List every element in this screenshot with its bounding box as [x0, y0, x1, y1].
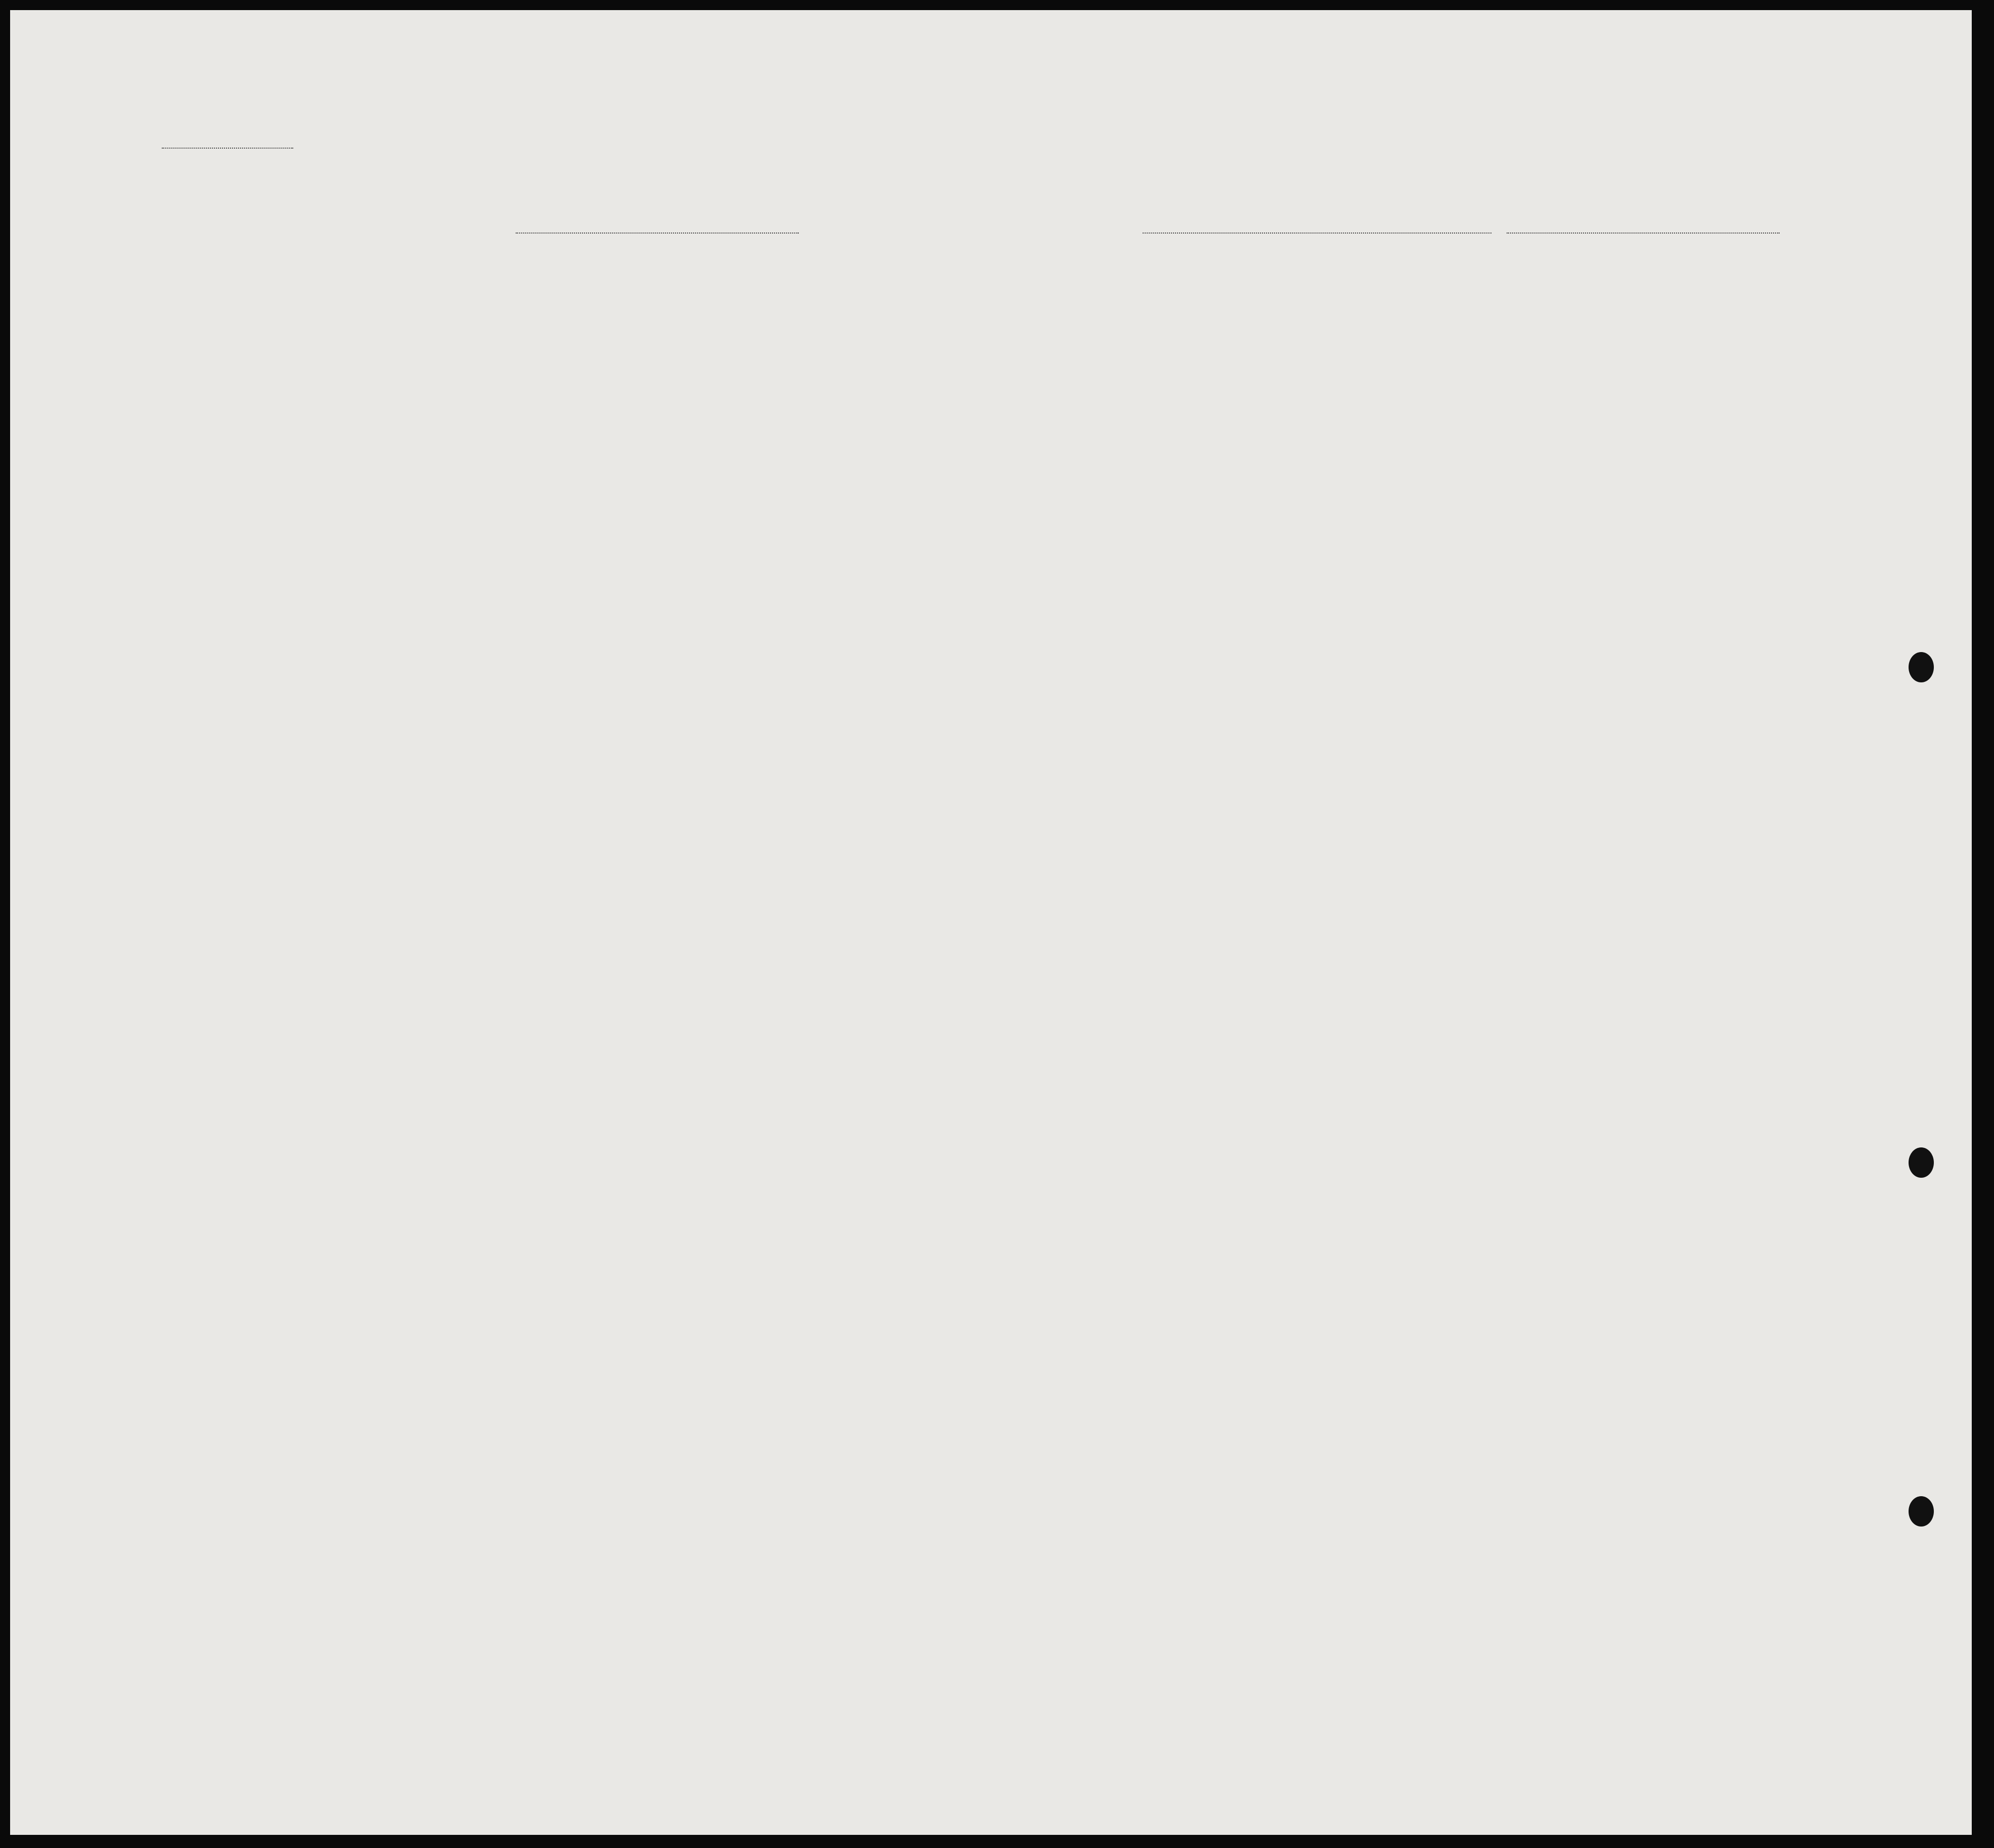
manifest-sheet — [10, 10, 1972, 1835]
punch-hole — [1909, 1496, 1934, 1527]
punch-hole — [1909, 1147, 1934, 1178]
table-grid — [10, 10, 1972, 1835]
punch-hole — [1909, 652, 1934, 682]
